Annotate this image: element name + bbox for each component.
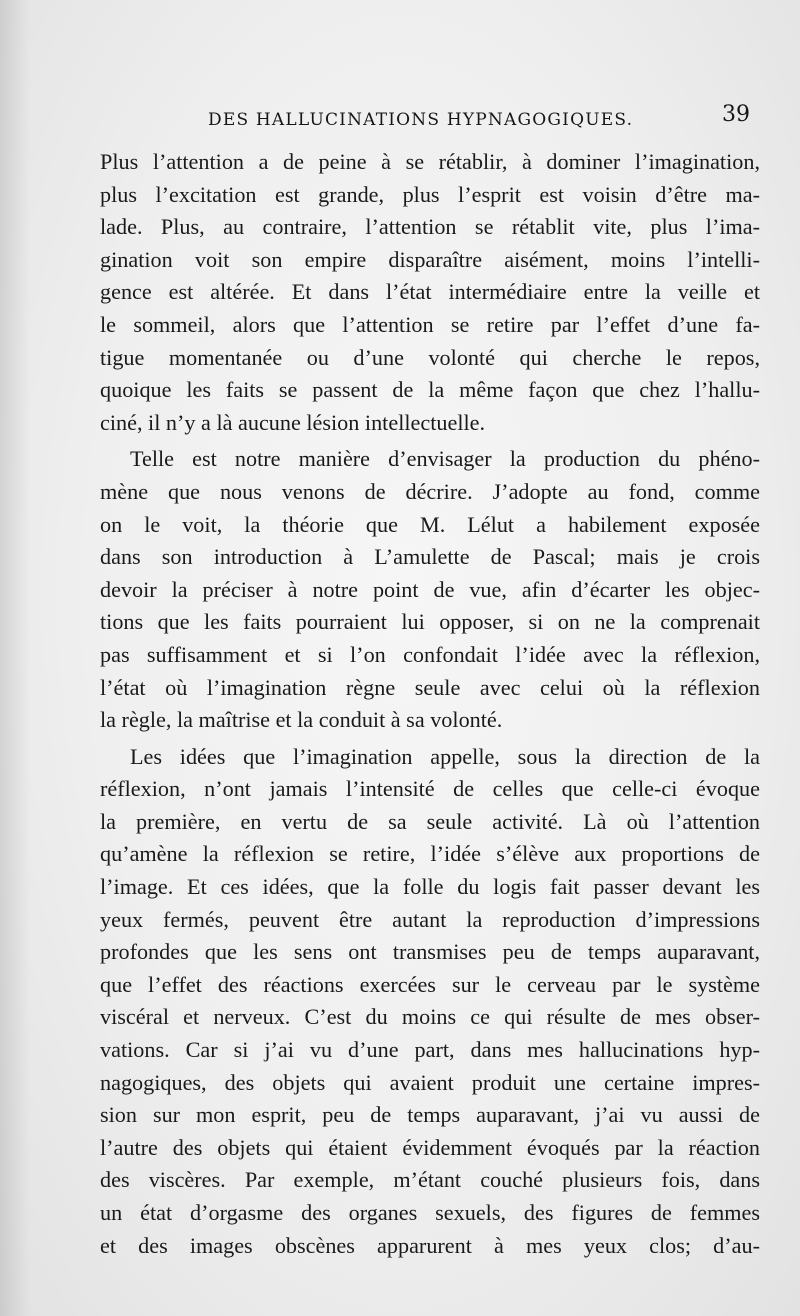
paragraph-2 [100,443,760,736]
text-line: on le voit, la théorie que M. Lélut a habilement exposée [100,511,760,537]
text-line: la première, en vertu de sa seule activité. Là où l’attention [100,808,760,834]
text-line: qu’amène la réflexion se retire, l’idée s’élève aux proportions de [100,841,760,867]
text-line: devoir la préciser à notre point de vue, afin d’écarter les objec- [100,576,760,602]
text-line: la règle, la maîtrise et la conduit à sa volonté. [100,707,503,733]
text-line: nagogiques, des objets qui avaient produit une certaine impres- [100,1069,760,1095]
page-number: 39 [722,102,750,127]
text-line: dans son introduction à L’amulette de Pascal; mais je crois [100,544,760,570]
text-line: Plus l’attention a de peine à se rétablir, à dominer l’imagination, [100,149,760,174]
text-line: ciné, il n’y a là aucune lésion intellectuelle. [100,409,486,435]
text-line: tions que les faits pourraient lui opposer, si on ne la comprenait [100,609,760,635]
text-line: Les idées que l’imagination appelle, sous la direction de la [130,743,760,769]
text-line: profondes que les sens ont transmises peu de temps auparavant, [100,939,760,965]
text-line: quoique les faits se passent de la même façon que chez l’hallu- [100,377,760,403]
text-line: le sommeil, alors que l’attention se retire par l’effet d’une fa- [100,311,760,337]
text-line: et des images obscènes apparurent à mes yeux clos; d’au- [100,1232,760,1258]
text-line: l’état où l’imagination règne seule avec celui où la réflexion [100,674,760,700]
text-line: des viscères. Par exemple, m’étant couché plusieurs fois, dans [100,1167,760,1193]
text-line: Telle est notre manière d’envisager la production du phéno- [130,446,760,472]
text-line: viscéral et nerveux. C’est du moins ce qui résulte de mes obser- [100,1004,760,1030]
text-line: gence est altérée. Et dans l’état intermédiaire entre la veille et [100,279,760,305]
text-line: lade. Plus, au contraire, l’attention se rétablit vite, plus l’ima- [100,214,760,240]
text-line: pas suffisamment et si l’on confondait l’idée avec la réflexion, [100,641,760,667]
text-line: l’image. Et ces idées, que la folle du logis fait passer devant les [100,874,760,900]
paragraph-1 [100,146,760,439]
text-line: sion sur mon esprit, peu de temps auparavant, j’ai vu aussi de [100,1102,760,1128]
text-line: mène que nous venons de décrire. J’adopte au fond, comme [100,478,760,504]
text-line: l’autre des objets qui étaient évidemment évoqués par la réaction [100,1134,760,1160]
running-head [96,100,752,134]
text-line: gination voit son empire disparaître aisément, moins l’intelli- [100,246,760,272]
text-line: plus l’excitation est grande, plus l’esprit est voisin d’être ma- [100,181,760,207]
paragraph-3 [100,741,760,1263]
text-line: réflexion, n’ont jamais l’intensité de celles que celle-ci évoque [100,776,760,802]
text-body [100,146,760,1262]
text-line: vations. Car si j’ai vu d’une part, dans mes hallucinations hyp- [100,1037,760,1063]
running-title: DES HALLUCINATIONS HYPNAGOGIQUES. [208,110,634,130]
text-line: tigue momentanée ou d’une volonté qui cherche le repos, [100,344,760,370]
text-line: que l’effet des réactions exercées sur le cerveau par le système [100,971,760,997]
text-line: yeux fermés, peuvent être autant la reproduction d’impressions [100,906,760,932]
text-line: un état d’orgasme des organes sexuels, des figures de femmes [100,1200,760,1225]
